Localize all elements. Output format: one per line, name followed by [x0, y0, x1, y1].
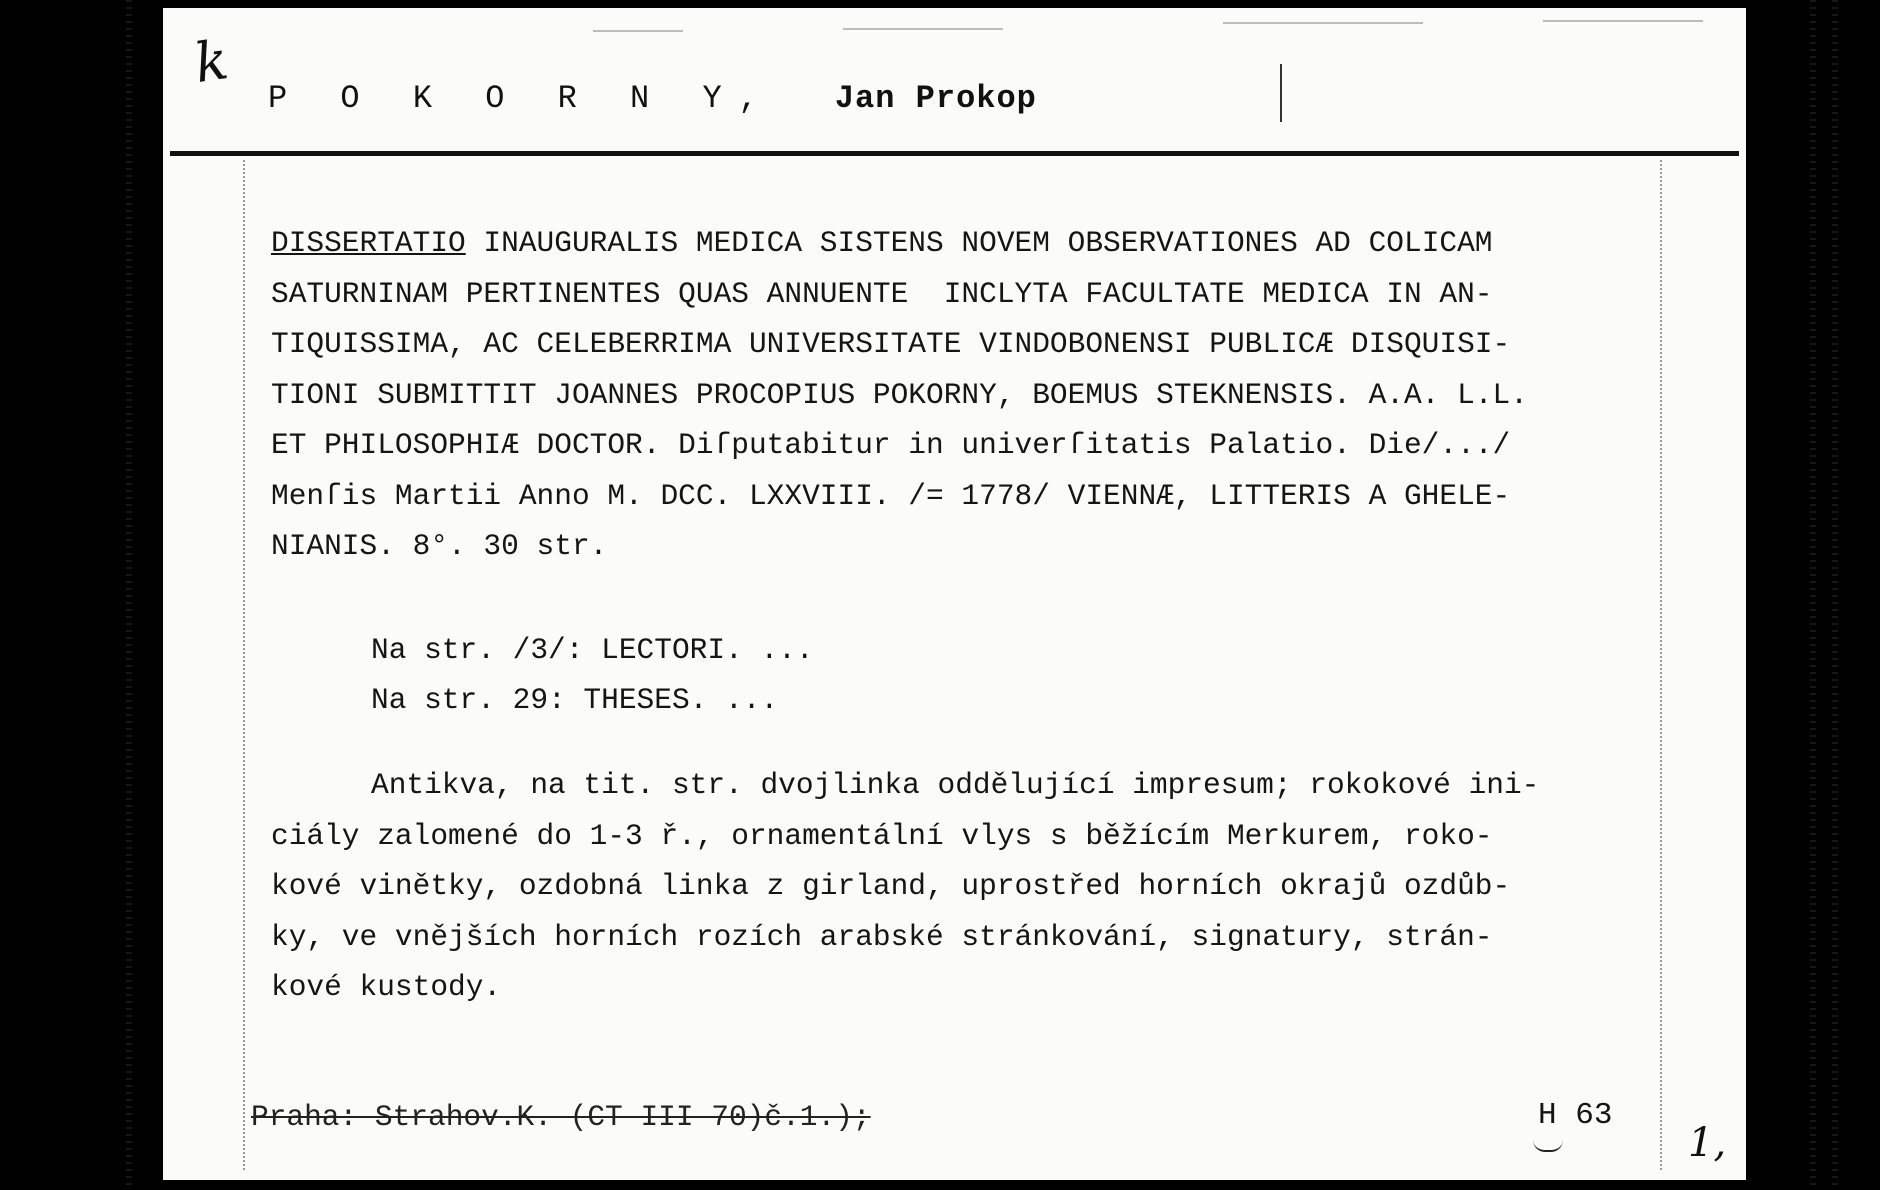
title-block [271, 218, 1681, 572]
title-line-text: INAUGURALIS MEDICA SISTENS NOVEM OBSERVATIONES AD COLICAM [465, 226, 1493, 260]
title-line: TIQUISSIMA, AC CELEBERRIMA UNIVERSITATE VINDOBONENSI PUBLICÆ DISQUISI- [271, 327, 1511, 361]
page-notes [371, 625, 814, 725]
author-surname: P O K O R N Y, [268, 80, 775, 117]
call-number-value: 63 [1575, 1098, 1613, 1133]
scan-noise [1543, 20, 1703, 22]
scan-noise [593, 30, 683, 32]
header-rule [170, 151, 1739, 156]
title-first-word: DISSERTATIO [271, 226, 466, 260]
author-heading [268, 80, 1037, 117]
left-margin-line [243, 160, 245, 1170]
call-number-letter: H [1538, 1098, 1557, 1133]
description-line: ciály zalomené do 1-3 ř., ornamentální vlys s běžícím Merkurem, roko- [271, 818, 1493, 853]
page-note: Na str. 29: THESES. ... [371, 683, 779, 717]
film-edge-right-2 [1832, 0, 1838, 1190]
title-line: ET PHILOSOPHIÆ DOCTOR. Diſputabitur in univerſitatis Palatio. Die/.../ [271, 428, 1511, 462]
title-line [271, 218, 1681, 269]
title-line: Menſis Martii Anno M. DCC. LXXVIII. /= 1778/ VIENNÆ, LITTERIS A GHELE- [271, 478, 1511, 513]
description-line: kové kustody. [271, 970, 502, 1004]
title-line: TIONI SUBMITTIT JOANNES PROCOPIUS POKORNY, BOEMUS STEKNENSIS. A.A. L.L. [271, 377, 1528, 412]
card-number: 1, [1688, 1120, 1727, 1166]
author-given-name: Jan Prokop [834, 80, 1037, 117]
film-edge-left [126, 0, 132, 1190]
scan-noise [843, 28, 1003, 30]
page-note: Na str. /3/: LECTORI. ... [371, 633, 814, 667]
description-block [271, 760, 1691, 1013]
call-number-flourish [1533, 1136, 1563, 1152]
scan-noise [1223, 22, 1423, 24]
corner-mark: k [190, 28, 232, 95]
location-struck: Praha: Strahov.K. (CT III 70)č.1.); [251, 1100, 871, 1134]
call-number [1538, 1098, 1612, 1133]
header-tick-mark [1280, 64, 1282, 122]
film-edge-right [1810, 0, 1816, 1190]
title-line: NIANIS. 8°. 30 str. [271, 529, 608, 563]
title-line: SATURNINAM PERTINENTES QUAS ANNUENTE INCLYTA FACULTATE MEDICA IN AN- [271, 276, 1493, 311]
description-line: Antikva, na tit. str. dvojlinka oddělující impresum; rokokové ini- [371, 768, 1540, 802]
description-line: kové vinětky, ozdobná linka z girland, uprostřed horních okrajů ozdůb- [271, 869, 1511, 903]
catalog-card [163, 8, 1746, 1180]
description-line: ky, ve vnějších horních rozích arabské stránkování, signatury, strán- [271, 919, 1493, 954]
